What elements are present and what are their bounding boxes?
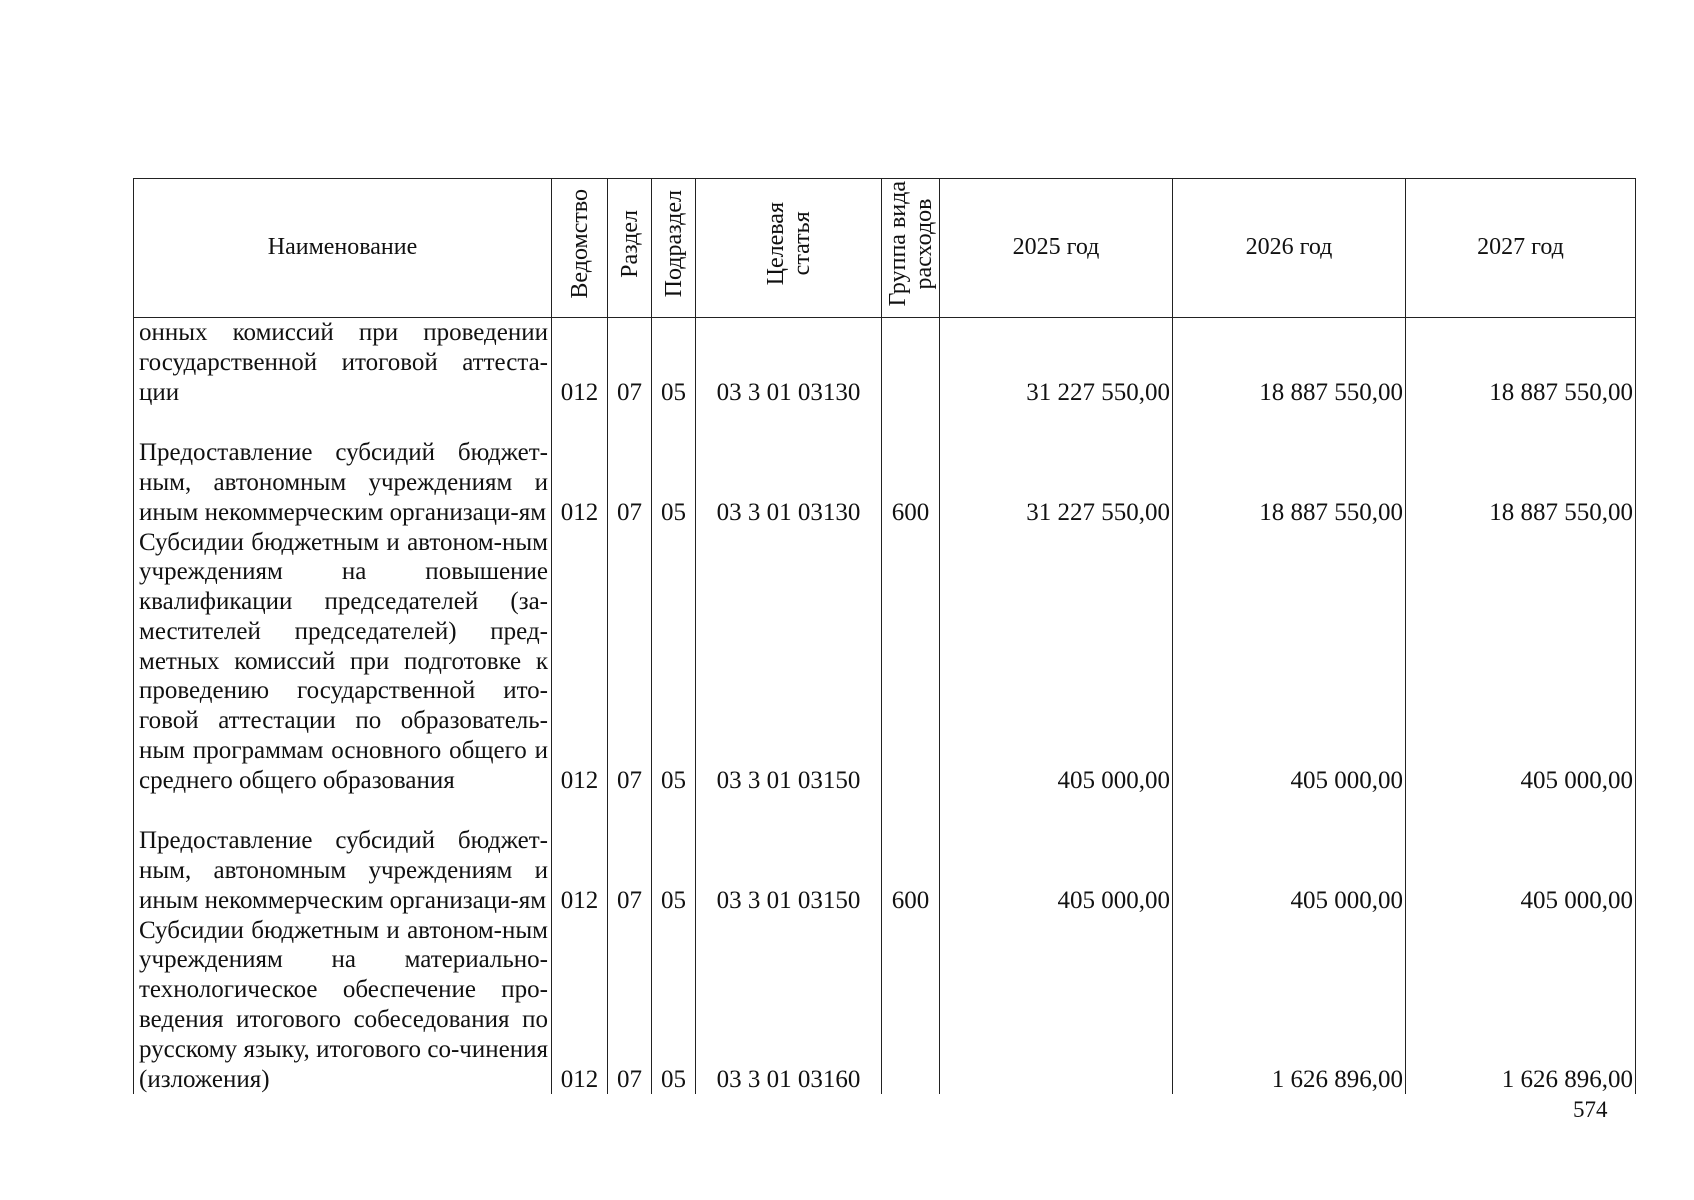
budget-table [133, 178, 1636, 1094]
header-subsection [652, 179, 696, 318]
row-subsection: 05 [652, 796, 696, 916]
row-year-2025: 405 000,00 [940, 528, 1173, 796]
row-target-article: 03 3 01 03160 [696, 916, 882, 1095]
table-header [134, 179, 1636, 318]
row-year-2027: 405 000,00 [1406, 796, 1636, 916]
row-name: Предоставление субсидий бюджет-ным, автономным учреждениям и иным некоммерческим организаци-ям [134, 408, 552, 528]
table-row [134, 796, 1636, 916]
row-department: 012 [552, 916, 608, 1095]
row-section: 07 [608, 408, 652, 528]
page-number: 574 [1573, 1097, 1608, 1122]
row-expense-group [882, 916, 940, 1095]
header-year-2026-label: 2026 год [1245, 234, 1333, 261]
header-name [134, 179, 552, 318]
header-subsection-label: Подраздел [660, 189, 687, 298]
header-year-2025 [940, 179, 1173, 318]
row-department: 012 [552, 528, 608, 796]
header-section-label: Раздел [616, 209, 643, 278]
header-name-label: Наименование [267, 234, 418, 261]
row-year-2026: 1 626 896,00 [1173, 916, 1406, 1095]
header-expense-group [882, 179, 940, 318]
row-year-2025: 31 227 550,00 [940, 408, 1173, 528]
header-department-label: Ведомство [566, 188, 593, 299]
row-year-2026: 18 887 550,00 [1173, 318, 1406, 408]
table-row [134, 528, 1636, 796]
row-target-article: 03 3 01 03130 [696, 318, 882, 408]
header-year-2027 [1406, 179, 1636, 318]
header-row [134, 179, 1636, 318]
row-year-2027: 18 887 550,00 [1406, 408, 1636, 528]
row-subsection: 05 [652, 916, 696, 1095]
header-target-article-line1: Целевая [762, 201, 789, 286]
row-year-2026: 18 887 550,00 [1173, 408, 1406, 528]
row-department: 012 [552, 318, 608, 408]
row-section: 07 [608, 528, 652, 796]
header-expense-group-line2: расходов [910, 198, 937, 290]
table-row [134, 408, 1636, 528]
table-row [134, 916, 1636, 1095]
header-department [552, 179, 608, 318]
row-expense-group [882, 318, 940, 408]
row-year-2025: 31 227 550,00 [940, 318, 1173, 408]
header-year-2027-label: 2027 год [1477, 234, 1564, 261]
header-year-2026 [1173, 179, 1406, 318]
table-body [134, 318, 1636, 1095]
header-target-article-label [763, 202, 815, 285]
header-year-2025-label: 2025 год [1012, 234, 1100, 261]
header-target-article [696, 179, 882, 318]
row-subsection: 05 [652, 528, 696, 796]
row-year-2026: 405 000,00 [1173, 528, 1406, 796]
row-year-2027: 405 000,00 [1406, 528, 1636, 796]
row-year-2027: 18 887 550,00 [1406, 318, 1636, 408]
row-section: 07 [608, 318, 652, 408]
table-row [134, 318, 1636, 408]
row-department: 012 [552, 408, 608, 528]
row-target-article: 03 3 01 03130 [696, 408, 882, 528]
row-year-2025: 405 000,00 [940, 796, 1173, 916]
row-section: 07 [608, 916, 652, 1095]
row-year-2026: 405 000,00 [1173, 796, 1406, 916]
row-name: онных комиссий при проведении государственной итоговой аттеста-ции [134, 318, 552, 408]
row-name: Субсидии бюджетным и автоном-ным учреждениям на материально-технологическое обеспечение про-ведения итогового собеседования по русскому языку, итогового со-чинения (изложения) [134, 916, 552, 1095]
row-target-article: 03 3 01 03150 [696, 528, 882, 796]
header-section [608, 179, 652, 318]
header-expense-group-line1: Группа вида [884, 180, 911, 307]
row-target-article: 03 3 01 03150 [696, 796, 882, 916]
row-expense-group [882, 528, 940, 796]
row-name: Предоставление субсидий бюджет-ным, автономным учреждениям и иным некоммерческим организаци-ям [134, 796, 552, 916]
header-expense-group-label [885, 181, 937, 306]
row-department: 012 [552, 796, 608, 916]
header-target-article-line2: статья [788, 211, 815, 276]
row-year-2027: 1 626 896,00 [1406, 916, 1636, 1095]
row-name: Субсидии бюджетным и автоном-ным учреждениям на повышение квалификации председателей (за-местителей председателей) пред-метных комиссий при подготовке к проведению государственной ито-говой аттестации по образователь-ным программам основного общего и среднего общего образования [134, 528, 552, 796]
row-year-2025 [940, 916, 1173, 1095]
row-subsection: 05 [652, 318, 696, 408]
row-section: 07 [608, 796, 652, 916]
row-expense-group: 600 [882, 796, 940, 916]
row-expense-group: 600 [882, 408, 940, 528]
row-subsection: 05 [652, 408, 696, 528]
